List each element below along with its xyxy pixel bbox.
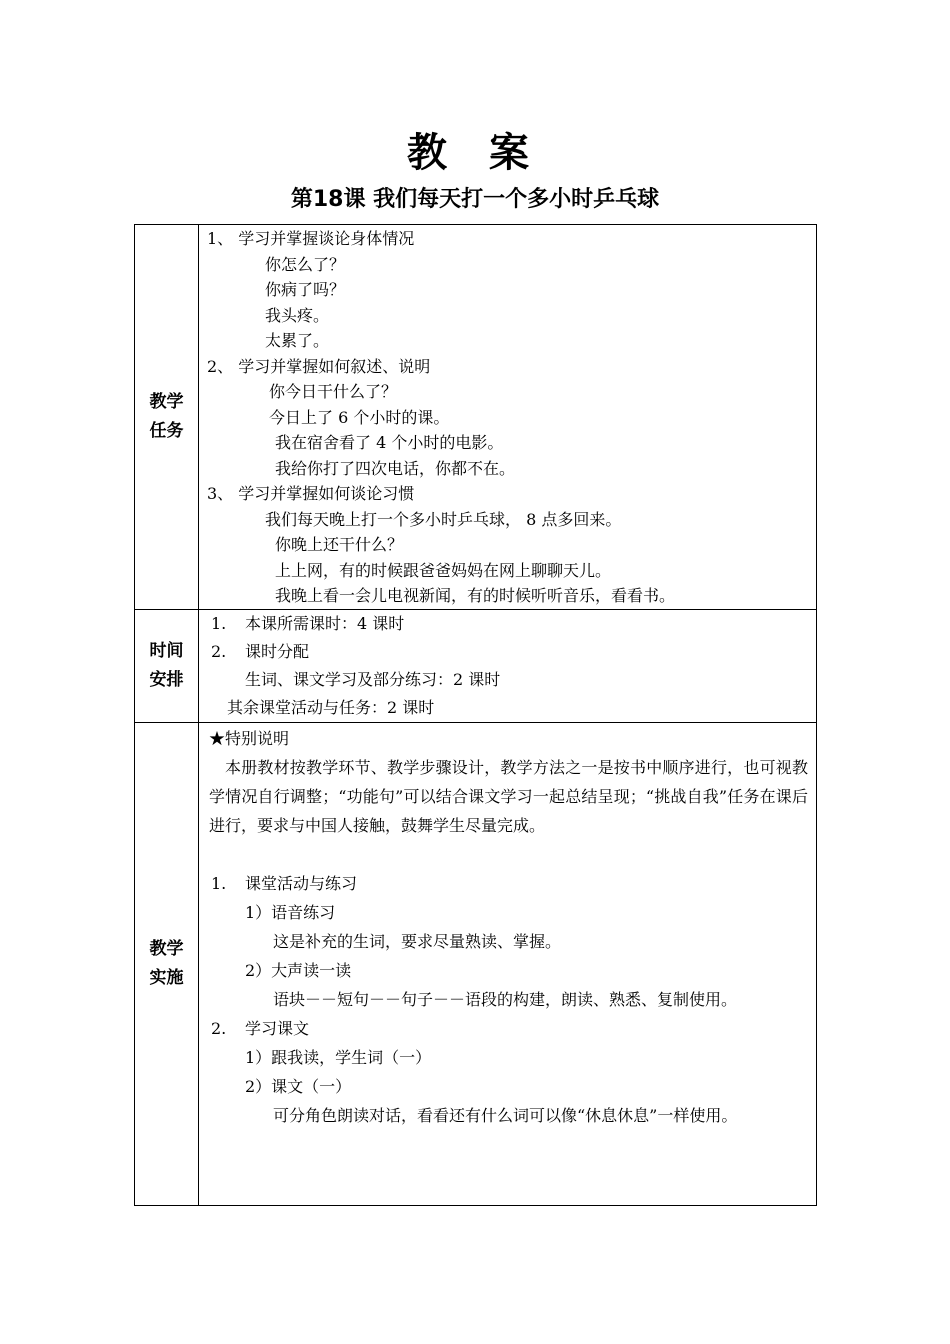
- task-example: 你今日干什么了？: [269, 382, 398, 401]
- subsection-heading: 1）语音练习: [245, 903, 336, 922]
- schedule-item: [199, 610, 816, 638]
- subsection-text: 这是补充的生词，要求尽量熟读、掌握。: [273, 932, 562, 951]
- section-title: 学习课文: [245, 1019, 310, 1038]
- task-example: 太累了。: [265, 331, 330, 350]
- task-example: 上上网，有的时候跟爸爸妈妈在网上聊聊天儿。: [275, 560, 612, 580]
- section-number: 1.: [211, 874, 227, 893]
- task-example: 你怎么了？: [265, 254, 346, 274]
- label-line: 任务: [149, 421, 184, 441]
- task-example: 我给你打了四次电话，你都不在。: [275, 458, 516, 478]
- special-note-text: 本册教材按教学环节、教学步骤设计，教学方法之一是按书中顺序进行，也可视教学情况自行调整；“功能句”可以结合课文学习一起总结呈现；“挑战自我”任务在课后进行，要求与中国人接触，鼓舞学生尽量完成。: [209, 758, 808, 835]
- content-teaching-tasks: [199, 225, 817, 610]
- item-text: 本课所需课时：4 课时: [245, 614, 405, 633]
- item-number: 1.: [211, 614, 227, 633]
- task-heading: 2、 学习并掌握如何叙述、说明: [207, 356, 431, 376]
- subsection-heading: 1）跟我读，学生词（一）: [245, 1048, 432, 1067]
- label-time-arrangement: [135, 610, 199, 723]
- task-example: 我在宿舍看了 4 个小时的电影。: [275, 433, 504, 452]
- label-line: 教学: [149, 392, 184, 412]
- special-note-heading: ★特别说明: [209, 729, 290, 748]
- row-time-arrangement: [135, 610, 817, 723]
- subsection-heading: 2）课文（一）: [245, 1077, 352, 1096]
- task-example: 今日上了 6 个小时的课。: [269, 407, 450, 427]
- task-example: 你晚上还干什么？: [275, 535, 404, 554]
- label-line: 实施: [149, 968, 184, 988]
- label-line: 教学: [149, 939, 184, 959]
- spacer: [199, 840, 816, 869]
- lesson-plan-table: [134, 224, 817, 1206]
- schedule-detail: 其余课堂活动与任务：2 课时: [227, 698, 435, 717]
- subsection-text: 语块－－短句－－句子－－语段的构建，朗读、熟悉、复制使用。: [273, 990, 738, 1009]
- task-heading: 3、 学习并掌握如何谈论习惯: [207, 484, 415, 503]
- section-heading: [199, 869, 816, 898]
- label-line: 时间: [149, 641, 184, 661]
- task-heading: 1、 学习并掌握谈论身体情况: [207, 229, 415, 248]
- label-teaching-tasks: [135, 225, 199, 610]
- content-time-arrangement: [199, 610, 817, 723]
- row-teaching-tasks: [135, 225, 817, 610]
- row-teaching-implementation: [135, 723, 817, 1206]
- schedule-detail: 生词、课文学习及部分练习：2 课时: [245, 670, 501, 689]
- item-number: 2.: [211, 642, 227, 661]
- task-example: 你病了吗？: [265, 280, 346, 299]
- subsection-text: 可分角色朗读对话，看看还有什么词可以像“休息休息”一样使用。: [273, 1106, 738, 1125]
- item-text: 课时分配: [245, 642, 310, 661]
- section-number: 2.: [211, 1019, 227, 1038]
- section-title: 课堂活动与练习: [245, 874, 358, 893]
- subsection-heading: 2）大声读一读: [245, 961, 352, 980]
- task-example: 我头疼。: [265, 305, 330, 325]
- task-example: 我们每天晚上打一个多小时乒乓球， 8 点多回来。: [265, 509, 622, 529]
- document-title: 教 案: [407, 130, 543, 176]
- label-teaching-implementation: [135, 723, 199, 1206]
- content-teaching-implementation: [199, 723, 817, 1206]
- schedule-item: [199, 638, 816, 666]
- lesson-title: 第18课 我们每天打一个多小时乒乓球: [290, 187, 660, 212]
- label-line: 安排: [149, 670, 184, 690]
- task-example: 我晚上看一会儿电视新闻，有的时候听听音乐，看看书。: [275, 586, 676, 605]
- section-heading: [199, 1014, 816, 1043]
